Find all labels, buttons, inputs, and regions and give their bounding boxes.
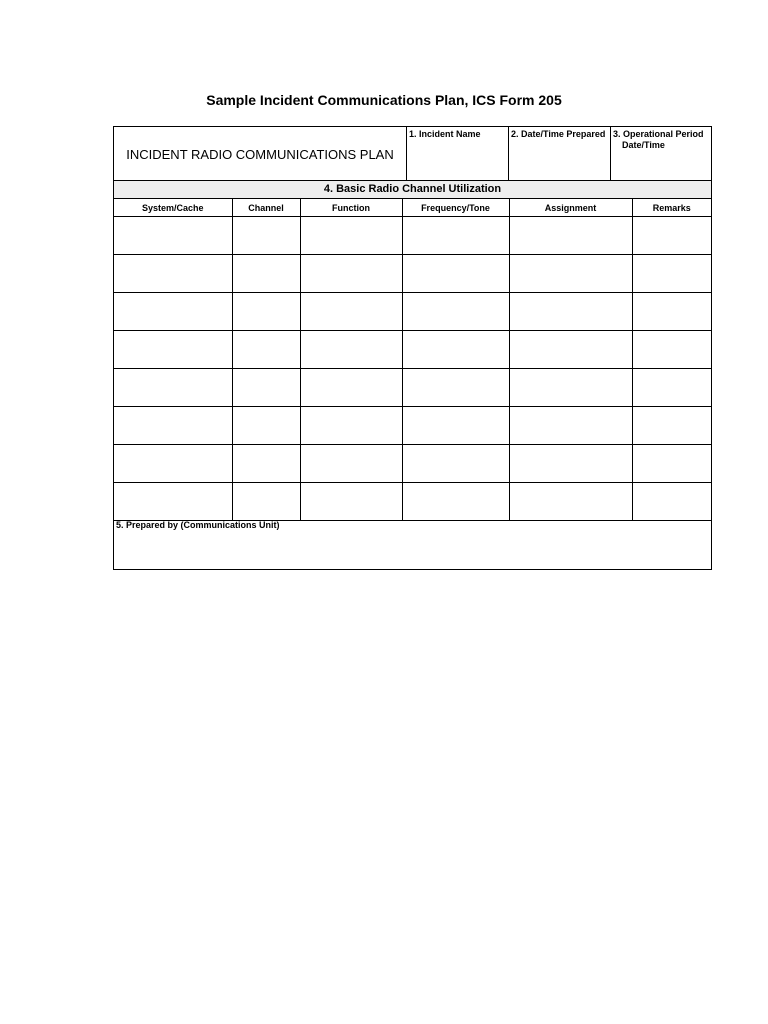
column-header: Function — [300, 199, 402, 217]
table-cell[interactable] — [300, 369, 402, 407]
table-cell[interactable] — [509, 217, 632, 255]
table-cell[interactable] — [300, 331, 402, 369]
table-cell[interactable] — [232, 293, 300, 331]
table-row — [114, 369, 711, 407]
table-cell[interactable] — [232, 369, 300, 407]
date-time-prepared-label: 2. Date/Time Prepared — [511, 129, 606, 139]
table-body — [114, 217, 711, 521]
ics-205-form — [113, 126, 712, 570]
operational-period-field[interactable] — [611, 127, 711, 180]
table-cell[interactable] — [402, 407, 509, 445]
incident-name-field[interactable] — [407, 127, 509, 180]
table-cell[interactable] — [300, 445, 402, 483]
column-header: Remarks — [632, 199, 711, 217]
table-cell[interactable] — [114, 331, 232, 369]
table-row — [114, 483, 711, 521]
table-cell[interactable] — [402, 483, 509, 521]
table-cell[interactable] — [402, 217, 509, 255]
table-row — [114, 255, 711, 293]
document-title: Sample Incident Communications Plan, ICS Form 205 — [206, 92, 562, 108]
operational-period-label: 3. Operational Period — [613, 129, 704, 139]
table-cell[interactable] — [632, 369, 711, 407]
table-cell[interactable] — [232, 483, 300, 521]
table-cell[interactable] — [232, 331, 300, 369]
operational-period-sublabel: Date/Time — [622, 140, 665, 150]
table-cell[interactable] — [232, 217, 300, 255]
table-cell[interactable] — [632, 331, 711, 369]
table-cell[interactable] — [114, 293, 232, 331]
table-cell[interactable] — [300, 483, 402, 521]
table-cell[interactable] — [232, 407, 300, 445]
table-cell[interactable] — [402, 293, 509, 331]
table-cell[interactable] — [114, 369, 232, 407]
table-cell[interactable] — [632, 407, 711, 445]
table-cell[interactable] — [300, 217, 402, 255]
table-cell[interactable] — [402, 331, 509, 369]
table-cell[interactable] — [114, 255, 232, 293]
table-cell[interactable] — [509, 331, 632, 369]
table-cell[interactable] — [509, 369, 632, 407]
form-main-heading: INCIDENT RADIO COMMUNICATIONS PLAN — [114, 127, 407, 180]
table-cell[interactable] — [114, 217, 232, 255]
table-cell[interactable] — [402, 369, 509, 407]
table-cell[interactable] — [632, 445, 711, 483]
table-row — [114, 407, 711, 445]
table-cell[interactable] — [632, 217, 711, 255]
table-cell[interactable] — [114, 407, 232, 445]
table-cell[interactable] — [114, 445, 232, 483]
table-cell[interactable] — [632, 293, 711, 331]
table-cell[interactable] — [232, 445, 300, 483]
table-cell[interactable] — [300, 407, 402, 445]
column-header: Assignment — [509, 199, 632, 217]
table-cell[interactable] — [509, 407, 632, 445]
table-cell[interactable] — [509, 255, 632, 293]
table-cell[interactable] — [509, 293, 632, 331]
table-cell[interactable] — [300, 255, 402, 293]
table-cell[interactable] — [232, 255, 300, 293]
table-row — [114, 445, 711, 483]
table-row — [114, 217, 711, 255]
table-cell[interactable] — [402, 445, 509, 483]
incident-name-label: 1. Incident Name — [409, 129, 481, 139]
date-time-prepared-field[interactable] — [509, 127, 611, 180]
table-row — [114, 331, 711, 369]
table-cell[interactable] — [632, 483, 711, 521]
table-cell[interactable] — [509, 483, 632, 521]
table-cell[interactable] — [114, 483, 232, 521]
table-cell[interactable] — [402, 255, 509, 293]
column-header: Frequency/Tone — [402, 199, 509, 217]
prepared-by-label: 5. Prepared by (Communications Unit) — [116, 520, 280, 530]
table-cell[interactable] — [509, 445, 632, 483]
table-cell[interactable] — [632, 255, 711, 293]
column-header: Channel — [232, 199, 300, 217]
table-row — [114, 293, 711, 331]
channel-utilization-table — [114, 199, 711, 521]
prepared-by-field[interactable] — [114, 518, 711, 569]
table-cell[interactable] — [300, 293, 402, 331]
section-heading: 4. Basic Radio Channel Utilization — [114, 180, 711, 199]
column-header: System/Cache — [114, 199, 232, 217]
table-header-row — [114, 199, 711, 217]
